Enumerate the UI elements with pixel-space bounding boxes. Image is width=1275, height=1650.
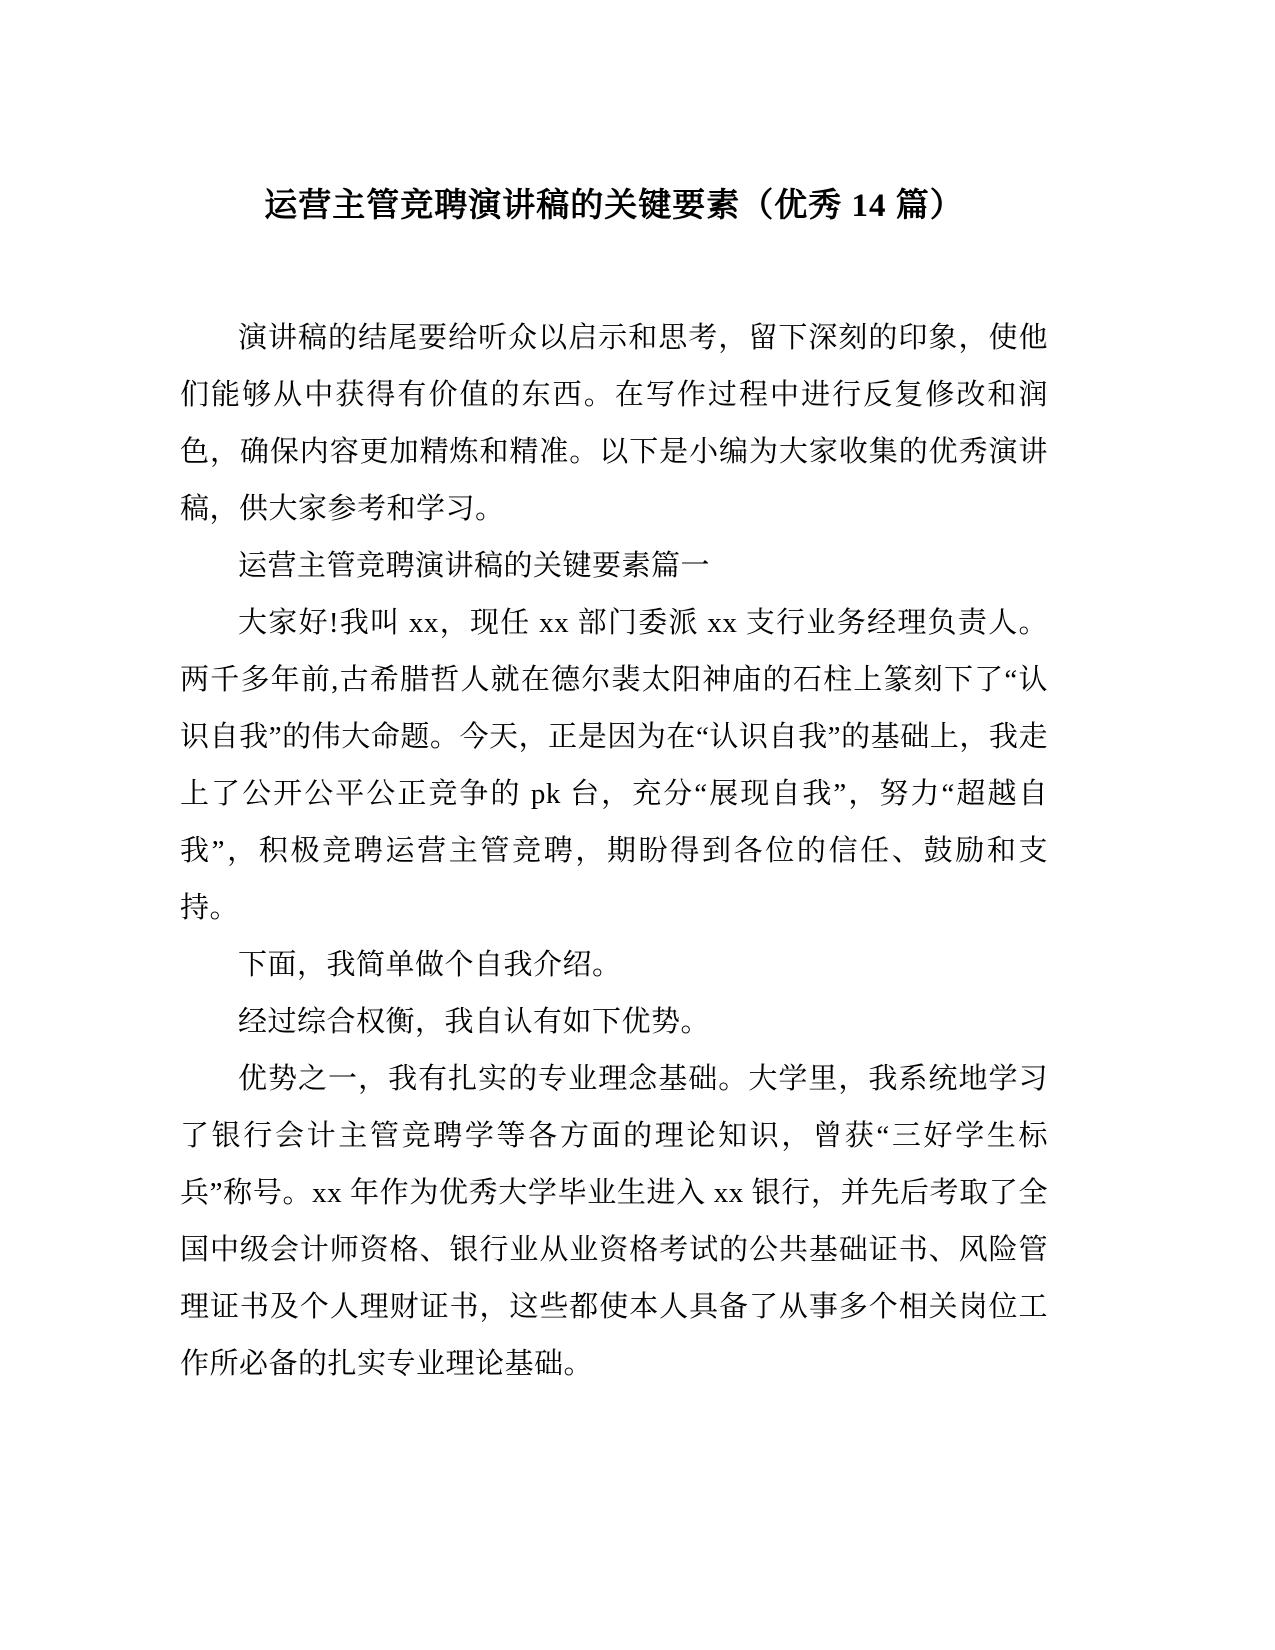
document-title: 运营主管竞聘演讲稿的关键要素（优秀 14 篇） xyxy=(264,188,964,224)
paragraph-advantages-lead: 经过综合权衡，我自认有如下优势。 xyxy=(238,1005,711,1038)
paragraph-self-intro: 下面，我简单做个自我介绍。 xyxy=(238,948,622,981)
paragraph-section-heading: 运营主管竞聘演讲稿的关键要素篇一 xyxy=(238,549,711,582)
paragraph-advantage-one: 优势之一，我有扎实的专业理念基础。大学里，我系统地学习了银行会计主管竞聘学等各方面的理论知识，曾获“三好学生标兵”称号。xx 年作为优秀大学毕业生进入 xx 银行，并先后考取了全国中级会计师资格、银行业从业资格考试的公共基础证书、风险管理证书及个人理财证书，这些都使本人具备了从事多个相关岗位工作所必备的扎实专业理论基础。 xyxy=(180,1062,1048,1380)
paragraph-greeting: 大家好!我叫 xx，现任 xx 部门委派 xx 支行业务经理负责人。两千多年前,古希腊哲人就在德尔裴太阳神庙的石柱上篆刻下了“认识自我”的伟大命题。今天，正是因为在“认识自我”的基础上，我走上了公开公平公正竞争的 pk 台，充分“展现自我”，努力“超越自我”，积极竞聘运营主管竞聘，期盼得到各位的信任、鼓励和支持。 xyxy=(180,606,1048,924)
paragraph-intro: 演讲稿的结尾要给听众以启示和思考，留下深刻的印象，使他们能够从中获得有价值的东西。在写作过程中进行反复修改和润色，确保内容更加精炼和精准。以下是小编为大家收集的优秀演讲稿，供大家参考和学习。 xyxy=(180,321,1048,525)
